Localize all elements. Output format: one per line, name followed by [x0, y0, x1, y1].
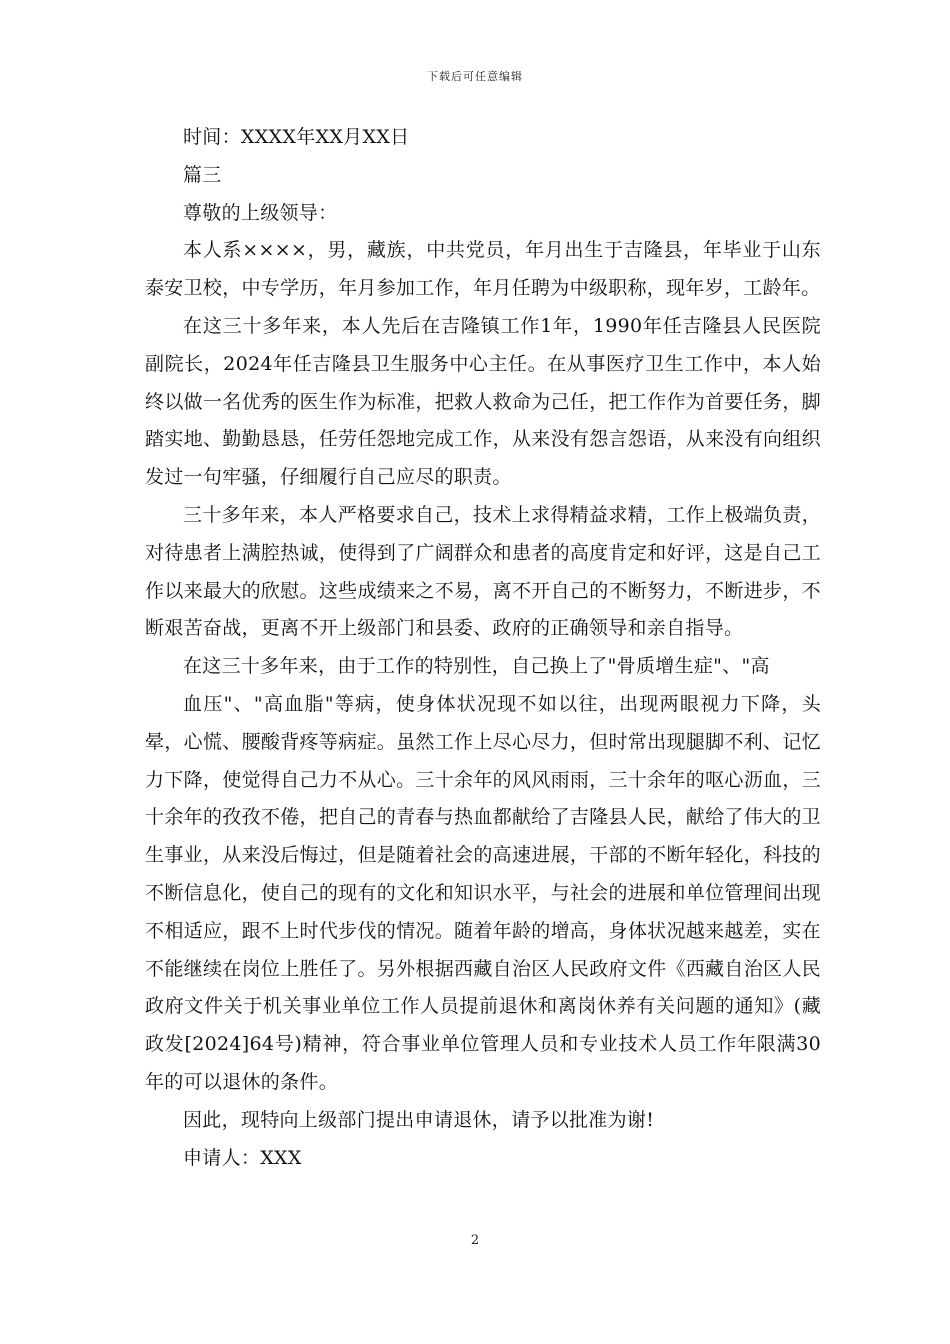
- closing-request: 因此，现特向上级部门提出申请退休，请予以批准为谢!: [183, 1108, 655, 1131]
- body-paragraph: 本人系××××，男，藏族，中共党员，年月出生于吉隆县，年毕业于山东泰安卫校，中专学历，年月参加工作，年月任聘为中级职称，现年岁，工龄年。: [145, 239, 821, 300]
- body-paragraph: 三十多年来，本人严格要求自己，技术上求得精益求精，工作上极端负责，对待患者上满腔热诚，使得到了广阔群众和患者的高度肯定和好评，这是自己工作以来最大的欣慰。这些成绩来之不易，离不开自己的不断努力，不断进步，不断艰苦奋战，更离不开上级部门和县委、政府的正确领导和亲自指导。: [145, 503, 821, 640]
- date-line: 时间：XXXX年XX月XX日: [183, 126, 410, 148]
- body-paragraph: 在这三十多年来，由于工作的特别性，自己换上了"骨质增生症"、"高: [183, 655, 770, 678]
- applicant-signature-line: 申请人：XXX: [183, 1146, 302, 1169]
- page-number: 2: [470, 1233, 480, 1248]
- body-paragraph-continued: 血压"、"高血脂"等病，使身体状况现不如以往，出现两眼视力下降，头晕，心慌、腰酸背疼等病症。虽然工作上尽心尽力，但时常出现腿脚不利、记忆力下降，使觉得自己力不从心。三十余年的风风雨雨，三十余年的呕心沥血，三十余年的孜孜不倦，把自己的青春与热血都献给了吉隆县人民，献给了伟大的卫生事业，从来没后悔过，但是随着社会的高速进展，干部的不断年轻化，科技的不断信息化，使自己的现有的文化和知识水平，与社会的进展和单位管理间出现不相适应，跟不上时代步伐的情况。随着年龄的增高，身体状况越来越差，实在不能继续在岗位上胜任了。另外根据西藏自治区人民政府文件《西藏自治区人民政府文件关于机关事业单位工作人员提前退休和离岗休养有关问题的通知》(藏政发[2024]64号)精神，符合事业单位管理人员和专业技术人员工作年限满30年的可以退休的条件。: [145, 692, 821, 1093]
- salutation: 尊敬的上级领导：: [183, 201, 338, 224]
- page-header-note: 下载后可任意编辑: [427, 70, 523, 83]
- body-paragraph: 在这三十多年来，本人先后在吉隆镇工作1年，1990年任吉隆县人民医院副院长，2024年任吉隆县卫生服务中心主任。在从事医疗卫生工作中，本人始终以做一名优秀的医生作为标准，把救人救命为己任，把工作作为首要任务，脚踏实地、勤勤恳恳，任劳任怨地完成工作，从来没有怨言怨语，从来没有向组织发过一句牢骚，仔细履行自己应尽的职责。: [145, 314, 821, 489]
- document-body: [145, 119, 821, 1177]
- section-title: 篇三: [183, 163, 222, 186]
